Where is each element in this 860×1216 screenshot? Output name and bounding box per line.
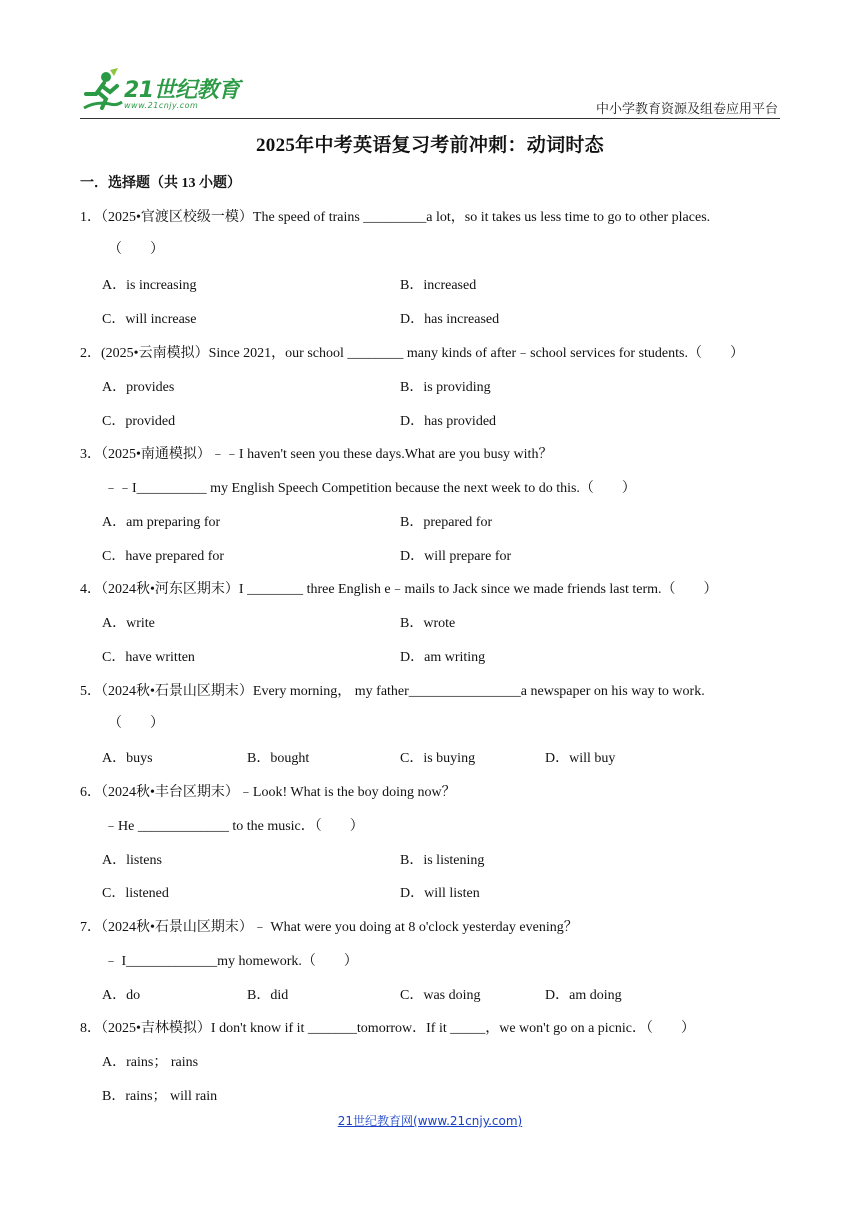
question-stem: 8．（2025•吉林模拟）I don't know if it _______tomorrow．If it _____，we won't go on a picnic．（ ）	[80, 1021, 696, 1036]
question-stem: 7．（2024秋•石景山区期末）﹣ What were you doing at 8 o'clock yesterday evening？	[80, 920, 578, 935]
header-divider	[80, 118, 780, 119]
question-stem: 2．(2025•云南模拟）Since 2021，our school ________ many kinds of after﹣school services for students.（ ）	[80, 346, 744, 361]
option-d[interactable]: D．will listen	[400, 886, 480, 901]
site-logo	[80, 66, 250, 116]
option-d[interactable]: D．am writing	[400, 650, 486, 665]
question-stem-line-2: ﹣ I_____________my homework.（ ）	[104, 954, 358, 969]
option-a[interactable]: A．am preparing for	[102, 515, 221, 530]
option-b[interactable]: B．rains； will rain	[102, 1089, 218, 1104]
question-stem: 1．（2025•官渡区校级一模）The speed of trains _________a lot，so it takes us less time to go to other places.	[80, 210, 711, 225]
option-d[interactable]: D．will prepare for	[400, 549, 512, 564]
option-a[interactable]: A．provides	[102, 380, 175, 395]
question-stem: 5．（2024秋•石景山区期末）Every morning， my father________________a newspaper on his way to work.	[80, 684, 705, 699]
option-d[interactable]: D．has provided	[400, 414, 497, 429]
option-b[interactable]: B．did	[247, 988, 289, 1003]
option-b[interactable]: B．is listening	[400, 853, 485, 868]
answer-blank: （ ）	[108, 716, 164, 731]
answer-blank: （ ）	[108, 242, 164, 257]
option-d[interactable]: D．has increased	[400, 312, 500, 327]
option-a[interactable]: A．rains； rains	[102, 1055, 199, 1070]
option-b[interactable]: B．increased	[400, 278, 477, 293]
option-b[interactable]: B．wrote	[400, 616, 456, 631]
option-d[interactable]: D．will buy	[545, 751, 616, 766]
option-a[interactable]: A．write	[102, 616, 155, 631]
option-d[interactable]: D．am doing	[545, 988, 622, 1003]
question-stem: 6．（2024秋•丰台区期末）﹣Look! What is the boy doing now？	[80, 785, 456, 800]
question-stem-line-2: ﹣He _____________ to the music．（ ）	[104, 819, 364, 834]
option-a[interactable]: A．buys	[102, 751, 153, 766]
option-b[interactable]: B．bought	[247, 751, 310, 766]
option-c[interactable]: C．will increase	[102, 312, 197, 327]
footer-link[interactable]: 21世纪教育网(www.21cnjy.com)	[337, 1114, 523, 1128]
option-b[interactable]: B．prepared for	[400, 515, 493, 530]
question-stem: 3．（2025•南通模拟）﹣﹣I haven't seen you these days.What are you busy with？	[80, 447, 553, 462]
page-title: 2025年中考英语复习考前冲刺：动词时态	[255, 135, 604, 156]
question-stem-line-2: ﹣﹣I__________ my English Speech Competition because the next week to do this.（ ）	[104, 481, 636, 496]
page-header	[80, 66, 780, 120]
header-platform-text: 中小学教育资源及组卷应用平台	[595, 102, 778, 117]
option-c[interactable]: C．have written	[102, 650, 195, 665]
option-a[interactable]: A．listens	[102, 853, 162, 868]
option-c[interactable]: C．is buying	[400, 751, 476, 766]
option-c[interactable]: C．listened	[102, 886, 169, 901]
question-stem: 4．（2024秋•河东区期末）I ________ three English e﹣mails to Jack since we made friends last term.（ ）	[80, 582, 718, 597]
option-c[interactable]: C．have prepared for	[102, 549, 225, 564]
option-c[interactable]: C．was doing	[400, 988, 481, 1003]
section-heading: 一．选择题（共 13 小题）	[80, 176, 241, 191]
running-man-icon	[80, 68, 124, 114]
option-a[interactable]: A．is increasing	[102, 278, 197, 293]
logo-text: 21世纪教育	[124, 78, 240, 103]
option-c[interactable]: C．provided	[102, 414, 176, 429]
option-b[interactable]: B．is providing	[400, 380, 491, 395]
logo-url: www.21cnjy.com	[124, 101, 199, 110]
option-a[interactable]: A．do	[102, 988, 141, 1003]
